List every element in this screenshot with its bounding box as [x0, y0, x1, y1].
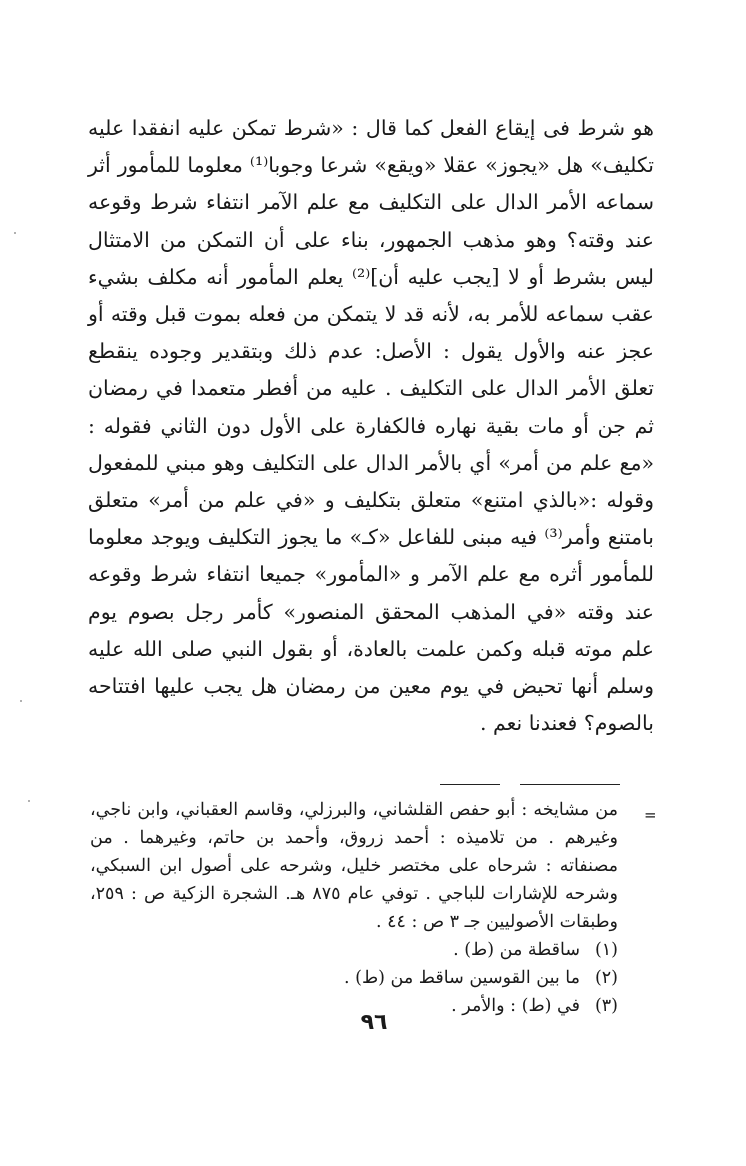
footnote-text: ساقطة من (ط) . — [453, 940, 580, 960]
scan-speck — [28, 800, 30, 802]
footnote-continuation-text: من مشايخه : أبو حفص القلشاني، والبرزلي، وقاسم العقباني، وابن ناجي، وغيرهم . من تلاميذه : أحمد زروق، وأحمد بن حاتم، وغيرهما . من مصنفاته : شرحاه على مختصر خليل، وشرحه على أصول ابن السبكي، وشرحه للإشارات للباجي . توفي عام ٨٧٥ هـ. الشجرة الزكية ص : ٢٥٩، وطبقات الأصوليين جـ ٣ ص : ٤٤ . — [90, 800, 618, 932]
footnote-text: ما بين القوسين ساقط من (ط) . — [344, 968, 580, 988]
footnote-continuation-mark: = — [644, 806, 657, 824]
footnote-text: في (ط) : والأمر . — [451, 996, 580, 1016]
footnote-number: (٣) — [594, 996, 618, 1016]
main-text-body — [88, 110, 654, 742]
scan-speck — [14, 232, 16, 234]
footnotes-section — [90, 796, 618, 1020]
page-number: ٩٦ — [360, 1010, 388, 1035]
main-paragraph: هو شرط فى إيقاع الفعل كما قال : «شرط تمكن عليه انفقدا عليه تكليف» هل «يجوز» عقلا «ويقع» شرعا وجوبا⁽¹⁾ معلوما للمأمور أثر سماعه الأمر الدال على التكليف مع علم الآمر انتفاء شرط وقوعه عند وقته؟ وهو مذهب الجمهور، بناء على أن التمكن من الامتثال ليس بشرط أو لا [يجب عليه أن]⁽²⁾ يعلم المأمور أنه مكلف بشيء عقب سماعه للأمر به، لأنه قد لا يتمكن من فعله بموت قبل وقته أو عجز عنه والأول يقول : الأصل: عدم ذلك وبتقدير وجوده ينقطع تعلق الأمر الدال على التكليف . عليه من أفطر متعمدا في رمضان ثم جن أو مات بقية نهاره فالكفارة على الأول دون الثاني فقوله : «مع علم من أمر» أي بالأمر الدال على التكليف وهو مبني للمفعول وقوله :«بالذي امتنع» متعلق بتكليف و «في علم من أمر» متعلق بامتنع وأمر⁽³⁾ فيه مبنى للفاعل «كـ» ما يجوز التكليف ويوجد معلوما للمأمور أثره مع علم الآمر و «المأمور» جميعا انتفاء شرط وقوعه عند وقته «في المذهب المحقق المنصور» كأمر رجل بصوم يوم علم موته قبله وكمن علمت بالعادة، أو بقول النبي صلى الله عليه وسلم أنها تحيض في يوم معين من رمضان هل يجب عليها افتتاحه بالصوم؟ فعندنا نعم . — [88, 116, 654, 736]
footnote-number: (١) — [594, 940, 618, 960]
footnote-item — [90, 936, 618, 964]
footnote-number: (٢) — [594, 968, 618, 988]
footnote-item — [90, 964, 618, 992]
footnote-separator-long — [520, 784, 620, 785]
footnote-separator-short — [440, 784, 500, 785]
scan-speck — [20, 700, 22, 702]
